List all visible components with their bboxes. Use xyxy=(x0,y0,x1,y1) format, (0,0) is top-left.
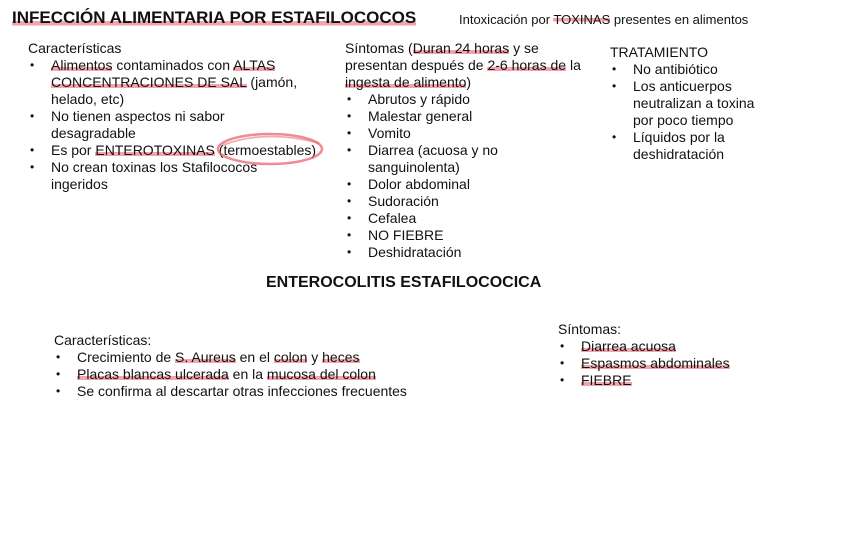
list-item: • Se confirma al descartar otras infecciones frecuentes xyxy=(54,383,454,400)
caracteristicas-list xyxy=(28,57,328,193)
enterocolitis-caracteristicas-list xyxy=(54,349,454,400)
highlight-text: Espasmos abdominales xyxy=(581,355,730,371)
plain-text: (jamón, helado, etc) xyxy=(51,74,298,107)
highlight-text: Diarrea acuosa xyxy=(581,338,676,354)
tratamiento-list xyxy=(610,61,770,163)
highlight-text: Duran 24 horas xyxy=(412,40,510,56)
list-item xyxy=(54,349,454,366)
plain-text: contaminados con xyxy=(112,57,234,73)
plain-text: (termoestables) xyxy=(214,142,317,158)
list-item: • Abrutos y rápido xyxy=(345,91,585,108)
list-item xyxy=(54,366,454,383)
highlight-text: S. Aureus xyxy=(175,349,236,365)
caracteristicas-heading: Características xyxy=(28,40,122,56)
tratamiento-heading: TRATAMIENTO xyxy=(610,44,708,60)
list-item: • Malestar general xyxy=(345,108,585,125)
plain-text: en la xyxy=(228,366,267,382)
subtitle-after: presentes en alimentos xyxy=(610,12,749,27)
tratamiento-block xyxy=(610,44,770,163)
list-item xyxy=(558,355,778,372)
list-item: • Vomito xyxy=(345,125,585,142)
plain-text: Es por xyxy=(51,142,96,158)
list-item: • No tienen aspectos ni sabor desagradable xyxy=(28,108,328,142)
sintomas-block xyxy=(345,40,585,261)
enterocolitis-sintomas-heading: Síntomas: xyxy=(558,321,622,337)
highlight-text: heces xyxy=(322,349,360,365)
highlight-text: Placas blancas ulcerada xyxy=(77,366,229,382)
page-subtitle xyxy=(459,12,748,27)
plain-text: y se presentan después de xyxy=(345,40,539,73)
highlight-text: Alimentos xyxy=(51,57,113,73)
page-title xyxy=(12,8,416,28)
enterocolitis-caracteristicas-heading: Características: xyxy=(54,332,152,348)
highlight-text: FIEBRE xyxy=(581,372,632,388)
enterocolitis-sintomas-block xyxy=(558,321,778,389)
section-title: ENTEROCOLITIS ESTAFILOCOCICA xyxy=(266,274,542,291)
list-item: • Cefalea xyxy=(345,210,585,227)
enterocolitis-caracteristicas-block xyxy=(54,332,454,400)
list-item: • Líquidos por la deshidratación xyxy=(610,129,770,163)
list-item xyxy=(558,372,778,389)
plain-text: Crecimiento de xyxy=(77,349,176,365)
list-item: • Dolor abdominal xyxy=(345,176,585,193)
page-title-text: INFECCIÓN ALIMENTARIA POR ESTAFILOCOCOS xyxy=(12,8,417,27)
subtitle-before: Intoxicación por xyxy=(459,12,554,27)
highlight-text: 2-6 horas de xyxy=(487,57,567,73)
highlight-text: ALTAS CONCENTRACIONES DE SAL xyxy=(51,57,276,90)
list-item: • Diarrea (acuosa y no sanguinolenta) xyxy=(345,142,585,176)
list-item xyxy=(28,142,328,159)
list-item: • Sudoración xyxy=(345,193,585,210)
list-item: • Deshidratación xyxy=(345,244,585,261)
list-item xyxy=(28,57,328,108)
list-item xyxy=(558,338,778,355)
plain-text: en el xyxy=(235,349,274,365)
highlight-text: ENTEROTOXINAS xyxy=(95,142,215,158)
list-item: • Los anticuerpos neutralizan a toxina por poco tiempo xyxy=(610,78,770,129)
sintomas-heading xyxy=(345,40,585,91)
plain-text: Síntomas ( xyxy=(345,40,413,56)
list-item: • No antibiótico xyxy=(610,61,770,78)
list-item: • No crean toxinas los Stafilococos ingeridos xyxy=(28,159,328,193)
caracteristicas-block xyxy=(28,40,328,193)
sintomas-list xyxy=(345,91,585,261)
plain-text: la xyxy=(566,57,581,73)
plain-text: ) xyxy=(466,74,472,90)
highlight-text: mucosa del colon xyxy=(266,366,376,382)
plain-text: y xyxy=(307,349,323,365)
list-item: • NO FIEBRE xyxy=(345,227,585,244)
highlight-text: ingesta de alimento xyxy=(345,74,467,90)
highlight-text: colon xyxy=(273,349,308,365)
subtitle-highlight: TOXINAS xyxy=(553,12,611,27)
enterocolitis-sintomas-list xyxy=(558,338,778,389)
